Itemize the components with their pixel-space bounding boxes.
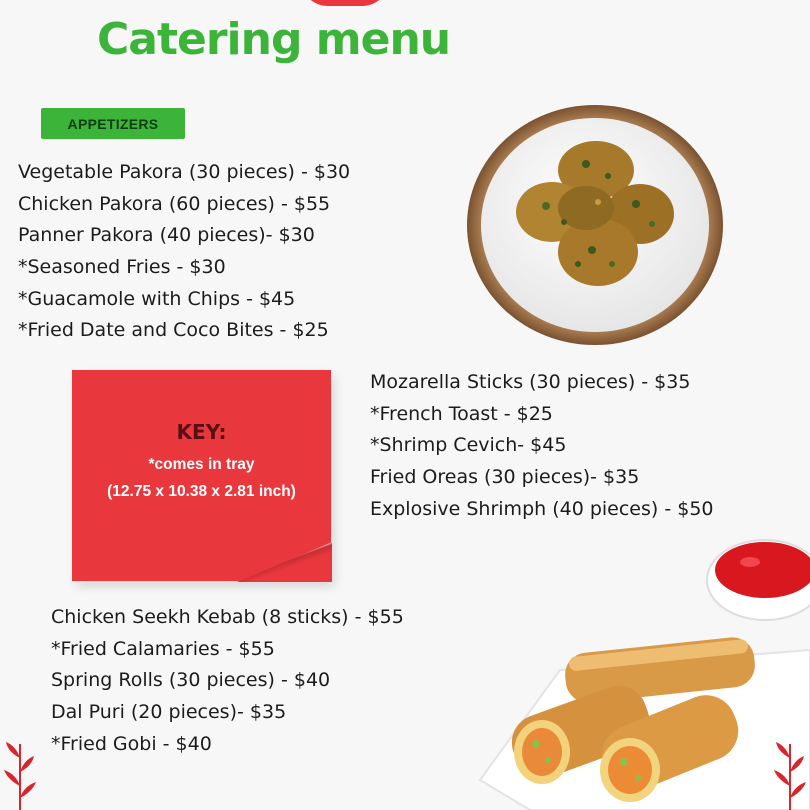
menu-item: *Fried Gobi - $40 bbox=[51, 732, 212, 755]
menu-item: Spring Rolls (30 pieces) - $40 bbox=[51, 669, 331, 692]
red-leaf-branch-icon bbox=[0, 738, 40, 810]
menu-item: Chicken Pakora (60 pieces) - $55 bbox=[18, 192, 331, 215]
menu-item: Dal Puri (20 pieces)- $35 bbox=[51, 701, 287, 724]
key-line-dimensions: (12.75 x 10.38 x 2.81 inch) bbox=[107, 483, 296, 500]
menu-item: *Fried Calamaries - $55 bbox=[51, 637, 275, 660]
pakora-plate-image bbox=[466, 104, 724, 346]
key-sticky-note bbox=[72, 370, 331, 581]
spring-rolls-image bbox=[470, 530, 810, 810]
menu-item: Vegetable Pakora (30 pieces) - $30 bbox=[18, 161, 351, 183]
note-page-curl bbox=[237, 542, 332, 582]
menu-item: *Seasoned Fries - $30 bbox=[18, 256, 226, 279]
key-heading: KEY: bbox=[176, 420, 227, 444]
page-title: Catering menu bbox=[97, 14, 451, 65]
menu-item: Mozarella Sticks (30 pieces) - $35 bbox=[370, 371, 691, 393]
sauce-bowl bbox=[707, 540, 810, 620]
menu-list-group-2 bbox=[370, 367, 714, 525]
menu-item: Fried Oreas (30 pieces)- $35 bbox=[370, 466, 640, 489]
menu-list-group-1 bbox=[18, 157, 350, 347]
menu-item: *French Toast - $25 bbox=[370, 402, 553, 425]
menu-item: *Shrimp Cevich- $45 bbox=[370, 434, 567, 457]
top-decoration bbox=[300, 0, 390, 6]
menu-list-group-3 bbox=[51, 602, 404, 760]
section-badge-appetizers: APPETIZERS bbox=[41, 108, 185, 139]
menu-item: *Guacamole with Chips - $45 bbox=[18, 287, 296, 310]
menu-item: *Fried Date and Coco Bites - $25 bbox=[18, 319, 329, 342]
menu-item: Panner Pakora (40 pieces)- $30 bbox=[18, 224, 315, 247]
red-leaf-branch-icon bbox=[770, 738, 810, 810]
menu-item: Chicken Seekh Kebab (8 sticks) - $55 bbox=[51, 606, 404, 628]
menu-item: Explosive Shrimph (40 pieces) - $50 bbox=[370, 497, 714, 520]
key-line-tray: *comes in tray bbox=[148, 456, 255, 473]
